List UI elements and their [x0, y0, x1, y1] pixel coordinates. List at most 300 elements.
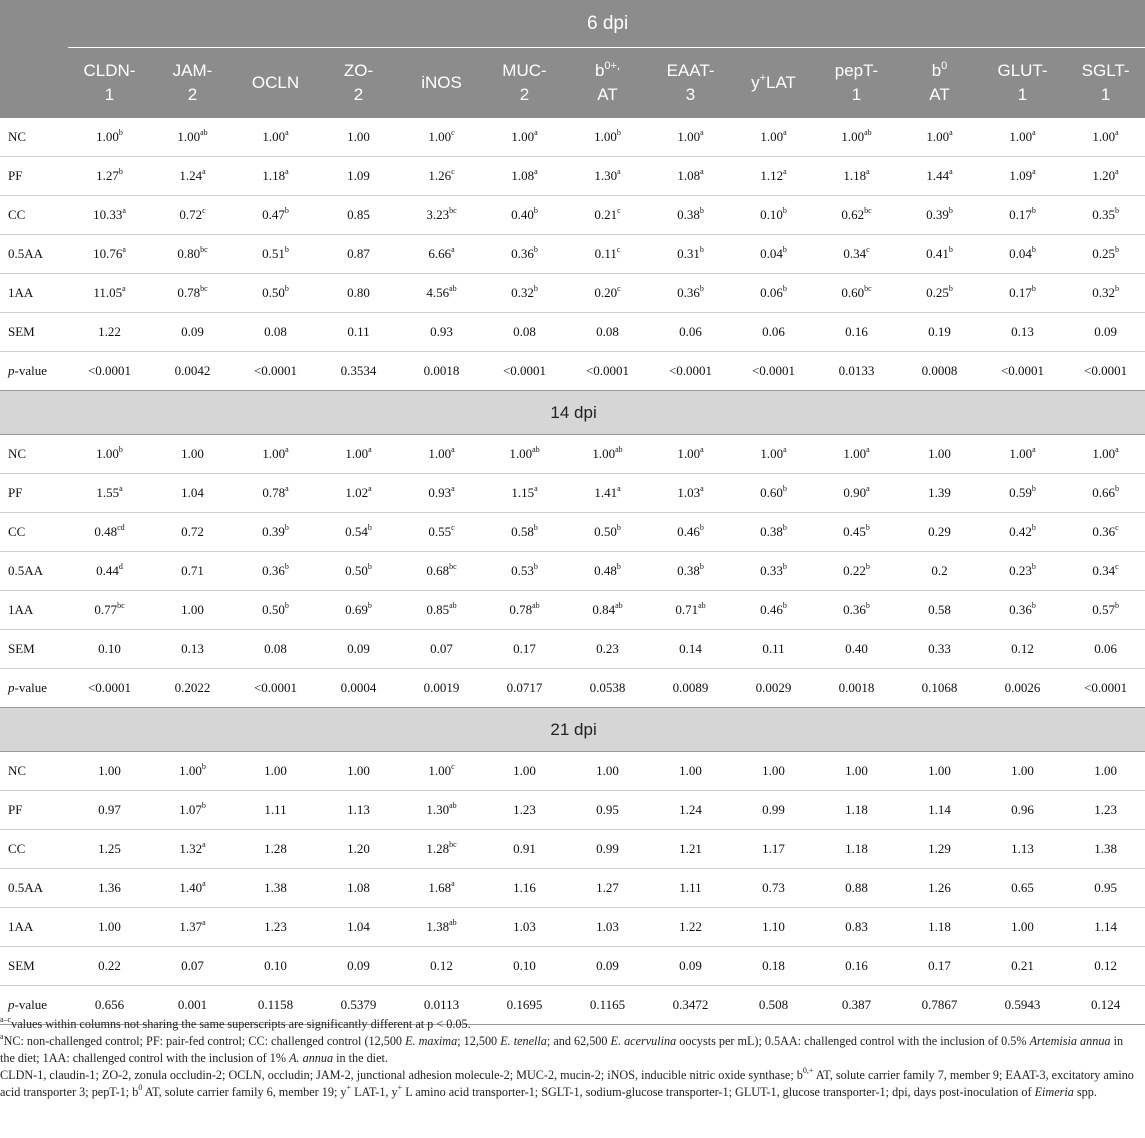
table-cell: 0.35$^b$: [1064, 196, 1145, 235]
row-label: p-value: [0, 352, 68, 391]
table-cell: 0.7867: [898, 986, 981, 1025]
table-cell: 1.08$^a$: [483, 157, 566, 196]
table-cell: 1.00$^a$: [483, 118, 566, 157]
row-label: CC: [0, 830, 68, 869]
col-header-inos: iNOS: [400, 48, 483, 119]
table-cell: 0.23$^b$: [981, 552, 1064, 591]
table-cell: 1.18: [815, 791, 898, 830]
table-cell: 1.23: [234, 908, 317, 947]
table-cell: 1.29: [898, 830, 981, 869]
table-cell: 1.38$^{ab}$: [400, 908, 483, 947]
row-label: PF: [0, 474, 68, 513]
table-cell: 1.00$^a$: [317, 435, 400, 474]
table-cell: 0.36$^b$: [649, 274, 732, 313]
table-cell: 1.00: [151, 591, 234, 630]
footnote-1-text: values within columns not sharing the same superscripts are significantly different at p < 0.05.: [11, 1017, 471, 1031]
table-cell: 0.14: [649, 630, 732, 669]
table-cell: 0.60$^b$: [732, 474, 815, 513]
col-header-muc-2: MUC- 2: [483, 48, 566, 119]
table-row: [0, 352, 1145, 391]
table-cell: 1.55$^a$: [68, 474, 151, 513]
table-cell: 0.0029: [732, 669, 815, 708]
table-cell: 0.87: [317, 235, 400, 274]
footnote-3-text: CLDN-1, claudin-1; ZO-2, zonula occludin-2; OCLN, occludin; JAM-2, junctional adhesion molecule-2; MUC-2, mucin-2; iNOS, inducible nitric oxide synthase; $b^{0,+}$ AT, solute carrier family 7, member 9; EAAT-3, excitatory amino acid transporter 3; pepT-1; $b^0$ AT, solute carrier family 6, member 19; y+ LAT-1, y+ L amino acid transporter-1; SGLT-1, sodium-glucose transporter-1; GLUT-1, glucose transporter-1; dpi, days post-inoculation of Eimeria spp.: [0, 1066, 1134, 1099]
table-cell: 0.93: [400, 313, 483, 352]
section-header-14-dpi: [0, 391, 1145, 435]
footnote-genes: [0, 1067, 1140, 1101]
table-cell: 0.0133: [815, 352, 898, 391]
row-label: PF: [0, 157, 68, 196]
table-cell: 0.16: [815, 313, 898, 352]
table-row: [0, 552, 1145, 591]
table-cell: 0.36$^b$: [234, 552, 317, 591]
row-label: CC: [0, 196, 68, 235]
col-header-pept-1: pepT- 1: [815, 48, 898, 119]
table-row: [0, 118, 1145, 157]
table-cell: 0.39$^b$: [898, 196, 981, 235]
table-cell: 0.0019: [400, 669, 483, 708]
table-cell: 0.50$^b$: [317, 552, 400, 591]
row-label: p-value: [0, 986, 68, 1025]
table-cell: 0.50$^b$: [234, 274, 317, 313]
table-cell: 0.09: [317, 947, 400, 986]
table-cell: 0.0018: [400, 352, 483, 391]
table-cell: 1.41$^a$: [566, 474, 649, 513]
table-cell: 0.09: [151, 313, 234, 352]
table-cell: 0.58$^b$: [483, 513, 566, 552]
table-cell: 0.95: [566, 791, 649, 830]
table-cell: 1.20$^a$: [1064, 157, 1145, 196]
row-label: SEM: [0, 947, 68, 986]
table-cell: 0.38$^b$: [732, 513, 815, 552]
table-cell: 0.11: [732, 630, 815, 669]
table-cell: 1.00: [317, 118, 400, 157]
table-row: [0, 313, 1145, 352]
table-cell: 1.40$^a$: [151, 869, 234, 908]
table-cell: 1.00: [566, 752, 649, 791]
table-cell: 0.99: [732, 791, 815, 830]
row-label: NC: [0, 435, 68, 474]
col-header-b0-at: $b^0$ AT: [898, 48, 981, 119]
table-cell: 1.00$^a$: [234, 435, 317, 474]
table-cell: 1.32$^a$: [151, 830, 234, 869]
table-cell: 11.05$^a$: [68, 274, 151, 313]
table-cell: 0.65: [981, 869, 1064, 908]
table-cell: 1.00$^a$: [815, 435, 898, 474]
table-cell: 1.44$^a$: [898, 157, 981, 196]
table-row: [0, 235, 1145, 274]
table-cell: 0.53$^b$: [483, 552, 566, 591]
table-cell: 1.00$^a$: [981, 435, 1064, 474]
table-cell: 1.00$^c$: [400, 752, 483, 791]
table-cell: 1.00$^{ab}$: [151, 118, 234, 157]
footnote-abbreviations: $^a$NC: non-challenged control; PF: pair-fed control; CC: challenged control (12,500 E. maxima; 12,500 E. tenella; and 62,500 E. acervulina oocysts per mL); 0.5AA: challenged control with the inclusion of 0.5% Artemisia annua in the diet; 1AA: challenged control with the inclusion of 1% A. annua in the diet.: [0, 1032, 1124, 1065]
table-cell: 0.78$^{bc}$: [151, 274, 234, 313]
table-cell: 1.39: [898, 474, 981, 513]
table-cell: 1.00: [981, 752, 1064, 791]
table-cell: 0.124: [1064, 986, 1145, 1025]
table-cell: 1.36: [68, 869, 151, 908]
table-cell: 0.66$^b$: [1064, 474, 1145, 513]
table-cell: 1.03: [566, 908, 649, 947]
table-cell: <0.0001: [234, 352, 317, 391]
table-cell: 1.28$^{bc}$: [400, 830, 483, 869]
table-cell: 0.1695: [483, 986, 566, 1025]
table-row: [0, 435, 1145, 474]
table-cell: 0.0018: [815, 669, 898, 708]
table-cell: 0.80$^{bc}$: [151, 235, 234, 274]
table-cell: 0.21$^c$: [566, 196, 649, 235]
table-cell: 0.23: [566, 630, 649, 669]
table-cell: 0.47$^b$: [234, 196, 317, 235]
table-cell: 1.00: [1064, 752, 1145, 791]
table-cell: 0.22$^b$: [815, 552, 898, 591]
table-cell: 0.07: [151, 947, 234, 986]
table-cell: 1.13: [981, 830, 1064, 869]
table-cell: 0.72: [151, 513, 234, 552]
table-cell: <0.0001: [732, 352, 815, 391]
table-cell: 0.33: [898, 630, 981, 669]
col-header-sglt-1: SGLT- 1: [1064, 48, 1145, 119]
table-cell: 0.46$^b$: [649, 513, 732, 552]
table-cell: 1.18: [898, 908, 981, 947]
section-title: 21 dpi: [0, 708, 1145, 752]
table-cell: 0.68$^{bc}$: [400, 552, 483, 591]
table-cell: 0.04$^b$: [732, 235, 815, 274]
table-cell: 0.55$^c$: [400, 513, 483, 552]
table-cell: 1.10: [732, 908, 815, 947]
table-cell: 0.93$^a$: [400, 474, 483, 513]
table-cell: 0.73: [732, 869, 815, 908]
table-cell: 0.51$^b$: [234, 235, 317, 274]
table-cell: 0.77$^{bc}$: [68, 591, 151, 630]
table-cell: 0.85: [317, 196, 400, 235]
table-cell: <0.0001: [981, 352, 1064, 391]
col-header-glut-1: GLUT- 1: [981, 48, 1064, 119]
table-cell: 1.00$^a$: [732, 118, 815, 157]
section-header-21-dpi: [0, 708, 1145, 752]
section-header-6dpi: 6 dpi: [68, 0, 1145, 48]
table-cell: 1.00: [898, 435, 981, 474]
table-cell: 0.71: [151, 552, 234, 591]
table-cell: 0.39$^b$: [234, 513, 317, 552]
row-label: CC: [0, 513, 68, 552]
table-cell: 1.16: [483, 869, 566, 908]
col-header-jam-2: JAM- 2: [151, 48, 234, 119]
table-cell: 0.09: [566, 947, 649, 986]
table-cell: 1.23: [483, 791, 566, 830]
row-label: 0.5AA: [0, 869, 68, 908]
table-cell: 1.27: [566, 869, 649, 908]
table-cell: 0.40$^b$: [483, 196, 566, 235]
table-cell: 0.0113: [400, 986, 483, 1025]
table-cell: 1.00: [151, 435, 234, 474]
table-cell: 0.32$^b$: [1064, 274, 1145, 313]
col-header-cldn-1: CLDN- 1: [68, 48, 151, 119]
table-cell: 0.69$^b$: [317, 591, 400, 630]
table-cell: 0.13: [981, 313, 1064, 352]
table-cell: 1.00: [815, 752, 898, 791]
table-cell: 0.508: [732, 986, 815, 1025]
table-cell: 0.11$^c$: [566, 235, 649, 274]
table-cell: 1.00$^a$: [981, 118, 1064, 157]
table-cell: 0.46$^b$: [732, 591, 815, 630]
table-cell: 0.38$^b$: [649, 196, 732, 235]
table-cell: 0.0026: [981, 669, 1064, 708]
table-cell: 1.25: [68, 830, 151, 869]
table-cell: 1.00: [649, 752, 732, 791]
table-cell: 0.13: [151, 630, 234, 669]
col-header-ocln: OCLN: [234, 48, 317, 119]
table-cell: 0.0042: [151, 352, 234, 391]
table-cell: <0.0001: [234, 669, 317, 708]
table-cell: 1.11: [234, 791, 317, 830]
table-cell: 0.36$^b$: [483, 235, 566, 274]
table-row: [0, 274, 1145, 313]
table-row: [0, 791, 1145, 830]
table-cell: <0.0001: [566, 352, 649, 391]
table-cell: 0.10: [483, 947, 566, 986]
table-cell: 0.31$^b$: [649, 235, 732, 274]
table-cell: 0.97: [68, 791, 151, 830]
table-cell: 0.08: [566, 313, 649, 352]
table-cell: 1.00$^b$: [566, 118, 649, 157]
table-cell: 1.09: [317, 157, 400, 196]
table-cell: 0.2: [898, 552, 981, 591]
table-cell: 0.0538: [566, 669, 649, 708]
table-cell: 1.00$^{ab}$: [815, 118, 898, 157]
table-cell: 0.09: [649, 947, 732, 986]
table-cell: 1.09$^a$: [981, 157, 1064, 196]
table-row: [0, 630, 1145, 669]
row-label: 0.5AA: [0, 552, 68, 591]
table-cell: 1.68$^a$: [400, 869, 483, 908]
table-cell: 1.38: [234, 869, 317, 908]
table-cell: 0.62$^{bc}$: [815, 196, 898, 235]
table-row: [0, 513, 1145, 552]
table-cell: 1.03: [483, 908, 566, 947]
table-cell: 0.90$^a$: [815, 474, 898, 513]
table-cell: 0.38$^b$: [649, 552, 732, 591]
table-cell: 0.5943: [981, 986, 1064, 1025]
table-cell: 1.13: [317, 791, 400, 830]
table-cell: 0.0089: [649, 669, 732, 708]
table-cell: 0.11: [317, 313, 400, 352]
table-cell: 1.00$^a$: [234, 118, 317, 157]
table-cell: 1.00: [898, 752, 981, 791]
table-cell: 0.36$^b$: [815, 591, 898, 630]
table-cell: 0.10: [68, 630, 151, 669]
table-cell: 1.02$^a$: [317, 474, 400, 513]
table-cell: 0.59$^b$: [981, 474, 1064, 513]
table-cell: 0.09: [1064, 313, 1145, 352]
table-cell: 0.0717: [483, 669, 566, 708]
row-label: 1AA: [0, 908, 68, 947]
table-cell: 0.33$^b$: [732, 552, 815, 591]
table-cell: 0.88: [815, 869, 898, 908]
table-cell: 0.1158: [234, 986, 317, 1025]
table-cell: 1.26$^c$: [400, 157, 483, 196]
table-cell: 0.99: [566, 830, 649, 869]
table-cell: 0.08: [483, 313, 566, 352]
table-cell: 1.11: [649, 869, 732, 908]
table-cell: 1.00$^a$: [1064, 435, 1145, 474]
table-cell: 0.1165: [566, 986, 649, 1025]
table-cell: 1.00$^a$: [649, 435, 732, 474]
table-cell: 1.18: [815, 830, 898, 869]
table-cell: 1.30$^a$: [566, 157, 649, 196]
table-cell: 1.00$^a$: [732, 435, 815, 474]
table-cell: 0.58: [898, 591, 981, 630]
table-cell: 0.80: [317, 274, 400, 313]
table-cell: 1.22: [68, 313, 151, 352]
table-cell: 1.00: [317, 752, 400, 791]
table-cell: 0.09: [317, 630, 400, 669]
table-cell: 1.00: [68, 908, 151, 947]
table-cell: 1.37$^a$: [151, 908, 234, 947]
table-row: [0, 908, 1145, 947]
table-cell: 0.50$^b$: [566, 513, 649, 552]
row-label: 0.5AA: [0, 235, 68, 274]
table-cell: 1.17: [732, 830, 815, 869]
table-cell: 1.00$^{ab}$: [566, 435, 649, 474]
section-title: 14 dpi: [0, 391, 1145, 435]
row-label: SEM: [0, 630, 68, 669]
table-row: [0, 157, 1145, 196]
table-cell: 1.24$^a$: [151, 157, 234, 196]
table-cell: <0.0001: [68, 669, 151, 708]
table-row: [0, 591, 1145, 630]
table-cell: 0.2022: [151, 669, 234, 708]
table-cell: <0.0001: [649, 352, 732, 391]
table-cell: 0.10$^b$: [732, 196, 815, 235]
table-cell: 1.23: [1064, 791, 1145, 830]
table-cell: 0.17$^b$: [981, 196, 1064, 235]
table-cell: 0.54$^b$: [317, 513, 400, 552]
table-cell: 1.38: [1064, 830, 1145, 869]
row-label: PF: [0, 791, 68, 830]
table-cell: 1.00$^a$: [400, 435, 483, 474]
row-label: SEM: [0, 313, 68, 352]
table-cell: 0.1068: [898, 669, 981, 708]
table-cell: 1.07$^b$: [151, 791, 234, 830]
table-cell: 0.06: [1064, 630, 1145, 669]
table-cell: 1.04: [151, 474, 234, 513]
table-cell: 0.41$^b$: [898, 235, 981, 274]
table-cell: 4.56$^{ab}$: [400, 274, 483, 313]
table-cell: 1.20: [317, 830, 400, 869]
table-cell: 0.656: [68, 986, 151, 1025]
col-header-eaat-3: EAAT- 3: [649, 48, 732, 119]
table-cell: 1.27$^b$: [68, 157, 151, 196]
table-cell: 1.00$^b$: [68, 118, 151, 157]
table-cell: 0.06: [649, 313, 732, 352]
table-cell: 1.00$^b$: [151, 752, 234, 791]
table-row: [0, 196, 1145, 235]
table-cell: 1.00$^{ab}$: [483, 435, 566, 474]
table-cell: 0.34$^c$: [1064, 552, 1145, 591]
table-cell: 1.00$^a$: [649, 118, 732, 157]
table-cell: 0.16: [815, 947, 898, 986]
row-label: NC: [0, 752, 68, 791]
footnote-superscripts: $^{a-c}$values within columns not sharing the same superscripts are significantly different at p < 0.05.: [0, 1015, 471, 1031]
table-cell: 0.387: [815, 986, 898, 1025]
table-cell: 0.40: [815, 630, 898, 669]
table-cell: 1.08: [317, 869, 400, 908]
table-cell: 0.12: [400, 947, 483, 986]
table-cell: 1.00$^c$: [400, 118, 483, 157]
col-header-zo-2: ZO- 2: [317, 48, 400, 119]
table-cell: 0.10: [234, 947, 317, 986]
table-cell: 0.001: [151, 986, 234, 1025]
table-cell: 1.26: [898, 869, 981, 908]
table-cell: 0.60$^{bc}$: [815, 274, 898, 313]
table-row: [0, 869, 1145, 908]
table-cell: 0.0008: [898, 352, 981, 391]
table-cell: 1.15$^a$: [483, 474, 566, 513]
table-cell: 0.0004: [317, 669, 400, 708]
table-cell: 6.66$^a$: [400, 235, 483, 274]
table-cell: 1.18$^a$: [234, 157, 317, 196]
table-cell: 0.29: [898, 513, 981, 552]
table-cell: 0.3534: [317, 352, 400, 391]
table-cell: 0.42$^b$: [981, 513, 1064, 552]
table-cell: 1.00: [234, 752, 317, 791]
table-cell: 10.76$^a$: [68, 235, 151, 274]
table-cell: 1.22: [649, 908, 732, 947]
table-cell: 0.08: [234, 313, 317, 352]
table-cell: 0.19: [898, 313, 981, 352]
table-cell: 0.06: [732, 313, 815, 352]
table-cell: 0.48$^{cd}$: [68, 513, 151, 552]
table-cell: <0.0001: [1064, 669, 1145, 708]
table-cell: 0.78$^a$: [234, 474, 317, 513]
table-cell: 1.08$^a$: [649, 157, 732, 196]
col-header-b0-at: $b^{0+,}$ AT: [566, 48, 649, 119]
table-cell: 0.34$^c$: [815, 235, 898, 274]
table-cell: 0.07: [400, 630, 483, 669]
table-cell: 0.36$^c$: [1064, 513, 1145, 552]
table-row: [0, 474, 1145, 513]
table-cell: 0.85$^{ab}$: [400, 591, 483, 630]
table-cell: 1.04: [317, 908, 400, 947]
table-cell: 1.00: [483, 752, 566, 791]
row-label: p-value: [0, 669, 68, 708]
table-cell: 0.84$^{ab}$: [566, 591, 649, 630]
table-cell: 1.00$^b$: [68, 435, 151, 474]
table-cell: 0.12: [981, 630, 1064, 669]
table-cell: 0.25$^b$: [898, 274, 981, 313]
table-cell: 0.50$^b$: [234, 591, 317, 630]
table-cell: 0.17$^b$: [981, 274, 1064, 313]
table-cell: 0.44$^d$: [68, 552, 151, 591]
table-cell: 0.72$^c$: [151, 196, 234, 235]
table-cell: <0.0001: [1064, 352, 1145, 391]
table-cell: 1.18$^a$: [815, 157, 898, 196]
table-cell: 0.5379: [317, 986, 400, 1025]
table-cell: 3.23$^{bc}$: [400, 196, 483, 235]
header-corner: [0, 0, 68, 118]
table-cell: 0.95: [1064, 869, 1145, 908]
table-cell: 1.00: [732, 752, 815, 791]
table-cell: 0.04$^b$: [981, 235, 1064, 274]
table-cell: 0.91: [483, 830, 566, 869]
table-cell: 0.06$^b$: [732, 274, 815, 313]
table-cell: 1.14: [1064, 908, 1145, 947]
table-cell: 0.57$^b$: [1064, 591, 1145, 630]
table-cell: 10.33$^a$: [68, 196, 151, 235]
table-cell: 0.96: [981, 791, 1064, 830]
